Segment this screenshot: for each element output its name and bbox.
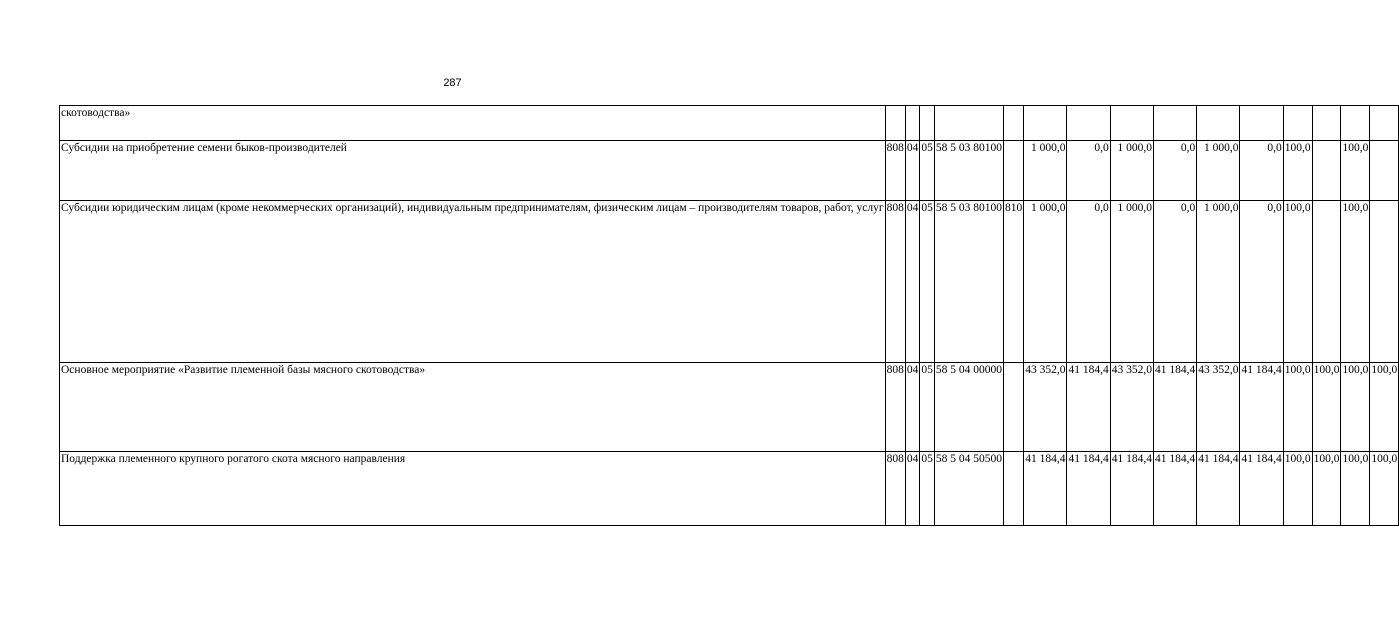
gr-code: 808 [885, 141, 905, 201]
gr-code: 808 [885, 363, 905, 452]
value-3: 43 352,0 [1110, 363, 1153, 452]
value-4: 41 184,4 [1153, 363, 1196, 452]
csr-code [934, 106, 1003, 141]
value-3 [1110, 106, 1153, 141]
value-6: 41 184,4 [1240, 452, 1283, 526]
row-name: скотоводства» [60, 106, 886, 141]
rz-code: 04 [905, 363, 920, 452]
table-row [60, 452, 1399, 526]
vr-code [1003, 363, 1023, 452]
percent-1: 100,0 [1283, 201, 1312, 363]
vr-code [1003, 141, 1023, 201]
table-row [60, 201, 1399, 363]
percent-4: 100,0 [1370, 452, 1399, 526]
value-6: 41 184,4 [1240, 363, 1283, 452]
pr-code: 05 [920, 363, 935, 452]
gr-code: 808 [885, 201, 905, 363]
pr-code: 05 [920, 141, 935, 201]
table-row [60, 363, 1399, 452]
csr-code: 58 5 03 80100 [934, 141, 1003, 201]
page-number: 287 [443, 77, 462, 89]
percent-3 [1341, 106, 1370, 141]
percent-2: 100,0 [1312, 452, 1341, 526]
value-2: 41 184,4 [1067, 363, 1110, 452]
value-4 [1153, 106, 1196, 141]
percent-3: 100,0 [1341, 452, 1370, 526]
pr-code: 05 [920, 201, 935, 363]
value-4: 41 184,4 [1153, 452, 1196, 526]
value-4: 0,0 [1153, 141, 1196, 201]
rz-code [905, 106, 920, 141]
budget-table [59, 105, 1399, 526]
pr-code: 05 [920, 452, 935, 526]
value-2: 0,0 [1067, 201, 1110, 363]
rz-code: 04 [905, 201, 920, 363]
row-name: Поддержка племенного крупного рогатого скота мясного направления [60, 452, 886, 526]
gr-code: 808 [885, 452, 905, 526]
csr-code: 58 5 04 00000 [934, 363, 1003, 452]
value-3: 1 000,0 [1110, 201, 1153, 363]
value-1 [1024, 106, 1067, 141]
gr-code [885, 106, 905, 141]
percent-3: 100,0 [1341, 201, 1370, 363]
value-1: 1 000,0 [1024, 141, 1067, 201]
percent-4 [1370, 106, 1399, 141]
table-row [60, 106, 1399, 141]
csr-code: 58 5 03 80100 [934, 201, 1003, 363]
row-name: Субсидии на приобретение семени быков-производителей [60, 141, 886, 201]
percent-4: 100,0 [1370, 363, 1399, 452]
percent-2: 100,0 [1312, 363, 1341, 452]
percent-1: 100,0 [1283, 141, 1312, 201]
value-6: 0,0 [1240, 201, 1283, 363]
rz-code: 04 [905, 141, 920, 201]
value-2 [1067, 106, 1110, 141]
value-5 [1197, 106, 1240, 141]
percent-3: 100,0 [1341, 141, 1370, 201]
percent-1: 100,0 [1283, 452, 1312, 526]
percent-2 [1312, 106, 1341, 141]
value-6 [1240, 106, 1283, 141]
percent-3: 100,0 [1341, 363, 1370, 452]
percent-4 [1370, 141, 1399, 201]
value-5: 1 000,0 [1197, 141, 1240, 201]
value-5: 43 352,0 [1197, 363, 1240, 452]
value-3: 1 000,0 [1110, 141, 1153, 201]
value-1: 43 352,0 [1024, 363, 1067, 452]
percent-1: 100,0 [1283, 363, 1312, 452]
csr-code: 58 5 04 50500 [934, 452, 1003, 526]
value-2: 0,0 [1067, 141, 1110, 201]
vr-code [1003, 106, 1023, 141]
value-1: 1 000,0 [1024, 201, 1067, 363]
percent-2 [1312, 141, 1341, 201]
value-6: 0,0 [1240, 141, 1283, 201]
value-5: 41 184,4 [1197, 452, 1240, 526]
percent-2 [1312, 201, 1341, 363]
vr-code [1003, 452, 1023, 526]
value-1: 41 184,4 [1024, 452, 1067, 526]
vr-code: 810 [1003, 201, 1023, 363]
row-name: Основное мероприятие «Развитие племенной базы мясного скотоводства» [60, 363, 886, 452]
value-4: 0,0 [1153, 201, 1196, 363]
rz-code: 04 [905, 452, 920, 526]
pr-code [920, 106, 935, 141]
percent-1 [1283, 106, 1312, 141]
percent-4 [1370, 201, 1399, 363]
value-5: 1 000,0 [1197, 201, 1240, 363]
value-2: 41 184,4 [1067, 452, 1110, 526]
row-name: Субсидии юридическим лицам (кроме некоммерческих организаций), индивидуальным предпринимателям, физическим лицам – производителям товаров, работ, услуг [60, 201, 886, 363]
table-row [60, 141, 1399, 201]
value-3: 41 184,4 [1110, 452, 1153, 526]
